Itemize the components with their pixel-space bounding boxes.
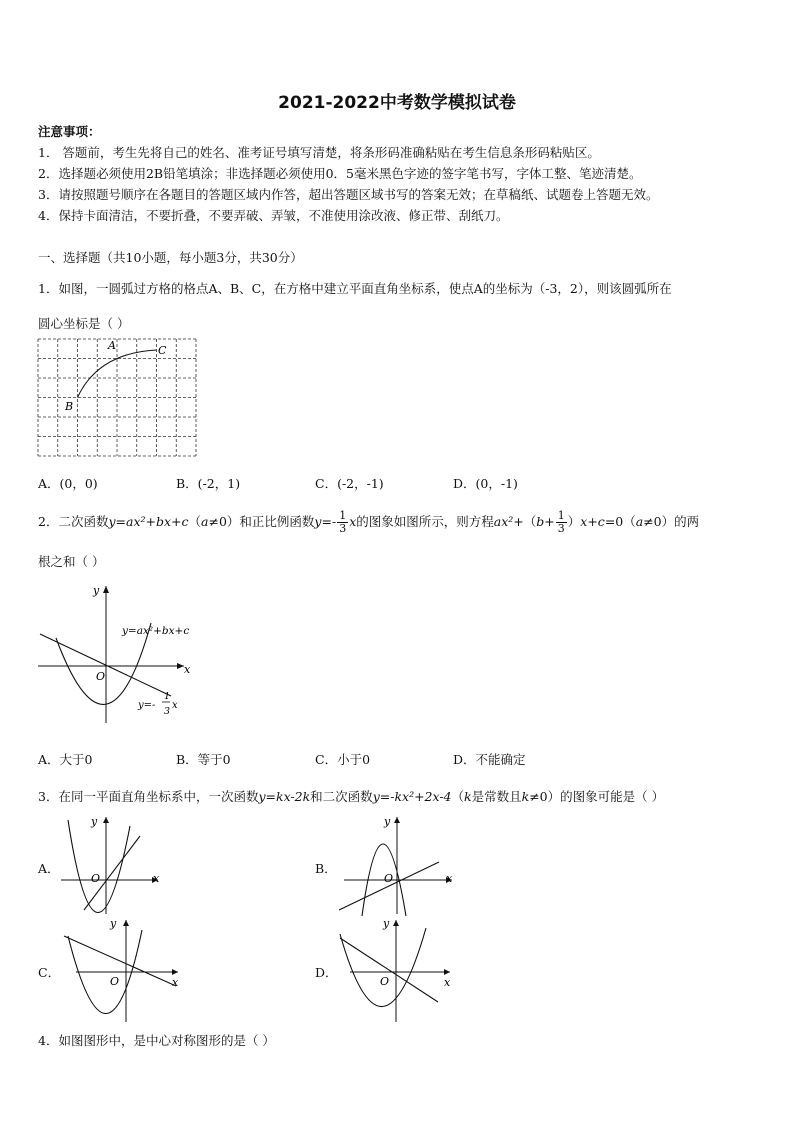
parabola-label: y=ax²+bx+c	[122, 625, 190, 637]
q2-equation-part: x+c	[580, 514, 605, 529]
point-a-label: A	[108, 339, 116, 352]
q2-option-c[interactable]: C．小于0	[315, 752, 371, 767]
y-axis-label: y	[93, 584, 100, 597]
fraction-one-third: $\frac{1}{3}$	[339, 509, 347, 535]
q3-option-d-graph[interactable]	[334, 914, 459, 1024]
q2-text-part: ≠0）的两	[643, 514, 700, 529]
q1-text-line1: 1．如图，一圆弧过方格的格点A、B、C，在方格中建立平面直角坐标系，使点A的坐标为（-3，2），则该圆弧所在	[38, 281, 672, 296]
q2-option-d[interactable]: D．不能确定	[453, 752, 526, 767]
fraction-one-third: $\frac{1}{3}$	[557, 509, 565, 535]
x-axis-label: x	[444, 976, 451, 989]
q2-text-part: 2．二次函数	[38, 514, 109, 529]
y-axis-label: y	[384, 815, 391, 828]
line-label-num: 1	[164, 691, 171, 702]
q3-option-a-graph[interactable]	[58, 812, 173, 917]
q2-text-part: 的图象如图所示，则方程	[356, 514, 494, 529]
q2-text-part: =0（	[604, 514, 636, 529]
point-c-label: C	[158, 344, 167, 357]
q1-option-a[interactable]: A．(0，0)	[38, 476, 98, 491]
y-axis-label: y	[110, 917, 117, 930]
q2-text-part: ≠0）和正比例函数	[208, 514, 315, 529]
q3-option-b-graph[interactable]	[334, 812, 459, 917]
q3-formula-linear: y=kx-2k	[258, 789, 311, 804]
q3-text-part: 3．在同一平面直角坐标系中，一次函数	[38, 789, 259, 804]
q2-text-line1	[38, 510, 699, 535]
x-axis-label: x	[153, 872, 160, 885]
origin-label: O	[110, 975, 120, 988]
page-title: 2021-2022中考数学模拟试卷	[278, 93, 516, 113]
q2-option-b[interactable]: B．等于0	[176, 752, 231, 767]
q3-option-a-label[interactable]: A．	[38, 861, 60, 876]
y-axis-label: y	[91, 815, 98, 828]
point-b-label: B	[65, 400, 74, 413]
q2-formula-linear: y=-	[314, 514, 337, 529]
q1-option-b[interactable]: B．(-2，1)	[176, 476, 241, 491]
q1-text-line2: 圆心坐标是（ ）	[38, 316, 130, 331]
q2-equation-part: ax²+	[493, 514, 524, 529]
origin-label: O	[380, 975, 390, 988]
q3-text-part: 和二次函数	[310, 789, 373, 804]
q3-text	[38, 787, 664, 805]
q3-formula-quadratic: y=-kx²+2x-4	[372, 789, 452, 804]
q3-text-part: （	[451, 789, 465, 804]
origin-label: O	[96, 670, 106, 683]
q3-text-part: 是常数且	[471, 789, 522, 804]
q3-text-part: ≠0）的图象可能是（ ）	[529, 789, 665, 804]
q2-text-part: ）	[567, 514, 581, 529]
q1-grid-figure	[36, 337, 200, 461]
q2-var-a: a	[201, 514, 209, 529]
notice-item-2: 2．选择题必须使用2B铅笔填涂；非选择题必须使用0．5毫米黑色字迹的签字笔书写，字体工整、笔迹清楚。	[38, 166, 642, 181]
origin-label: O	[384, 872, 394, 885]
q3-option-c-graph[interactable]	[58, 914, 186, 1024]
line-label-var: x	[172, 700, 178, 711]
notice-heading: 注意事项：	[38, 124, 101, 139]
q3-option-c-label[interactable]: C．	[38, 965, 61, 980]
notice-item-1: 1． 答题前，考生先将自己的姓名、准考证号填写清楚，将条形码准确粘贴在考生信息条形码粘贴区。	[38, 145, 600, 160]
line-label-den: 3	[164, 706, 171, 717]
q2-option-a[interactable]: A．大于0	[38, 752, 93, 767]
q1-option-c[interactable]: C．(-2，-1)	[315, 476, 384, 491]
q2-text-part: （	[523, 514, 537, 529]
q2-graph-figure	[36, 578, 206, 726]
q2-text-part: （	[188, 514, 202, 529]
q3-option-b-label[interactable]: B．	[315, 861, 337, 876]
notice-item-4: 4．保持卡面清洁，不要折叠，不要弄破、弄皱，不准使用涂改液、修正带、刮纸刀。	[38, 208, 509, 223]
section-heading: 一、选择题（共10小题，每小题3分，共30分）	[38, 250, 303, 265]
x-axis-label: x	[184, 663, 191, 676]
q2-text-line2: 根之和（ ）	[38, 554, 105, 569]
q2-equation-part: b+	[536, 514, 555, 529]
line-label-prefix: y=-	[138, 700, 156, 711]
x-axis-label: x	[446, 872, 453, 885]
q3-var-k: k	[464, 789, 472, 804]
origin-label: O	[91, 872, 101, 885]
x-axis-label: x	[172, 976, 179, 989]
y-axis-label: y	[383, 917, 390, 930]
q3-var-k: k	[521, 789, 530, 804]
q3-option-d-label[interactable]: D．	[315, 965, 338, 980]
q2-var-x: x	[349, 514, 357, 529]
q2-formula-quadratic: y=ax²+bx+c	[108, 514, 189, 529]
grid-lines	[38, 339, 196, 456]
notice-item-3: 3．请按照题号顺序在各题目的答题区域内作答，超出答题区域书写的答案无效；在草稿纸、试题卷上答题无效。	[38, 187, 659, 202]
q2-var-a: a	[635, 514, 644, 529]
q4-text: 4．如图图形中，是中心对称图形的是（ ）	[38, 1033, 275, 1048]
q1-option-d[interactable]: D．(0，-1)	[453, 476, 518, 491]
